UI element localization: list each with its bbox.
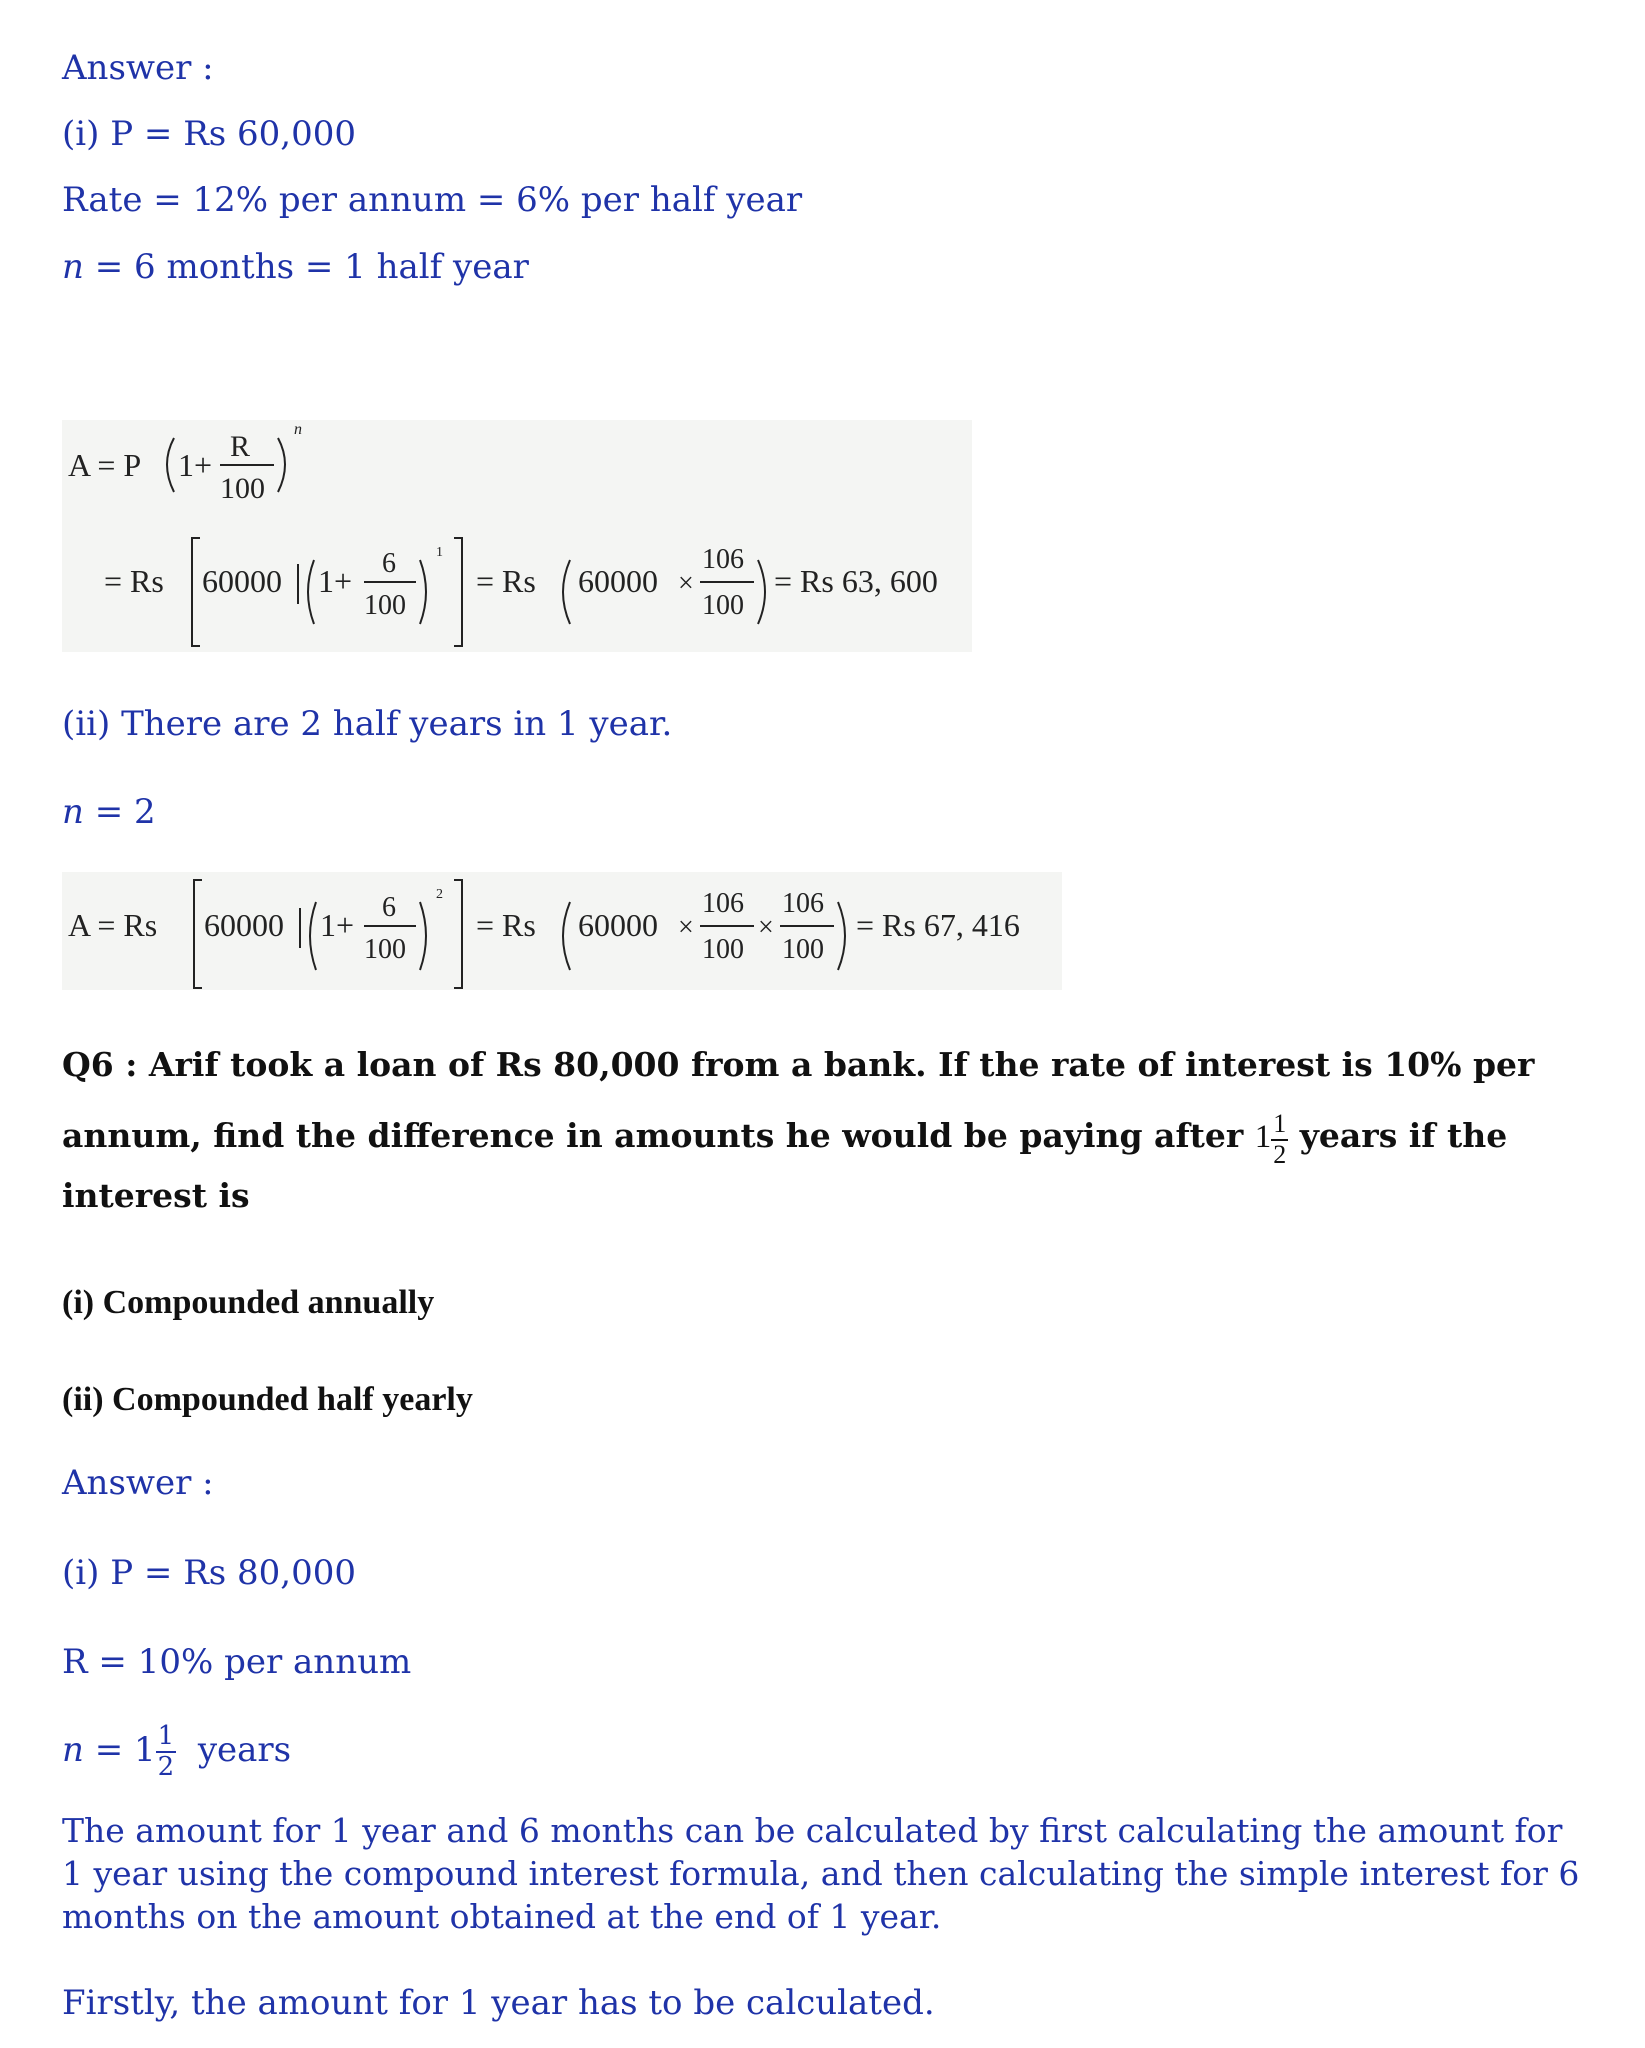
fraction-denominator: 100: [220, 472, 265, 505]
right-paren: [838, 902, 845, 970]
firstly-line: Firstly, the amount for 1 year has to be calculated.: [62, 1983, 935, 2023]
answer-label: Answer :: [62, 48, 214, 88]
principal-60000: 60000: [578, 907, 658, 943]
n-line-3: [62, 1710, 291, 1790]
answer-label-2: Answer :: [62, 1463, 214, 1503]
compound-formula-2-svg: [62, 872, 1062, 990]
n-value: = 2: [83, 792, 156, 832]
exponent-n: n: [294, 421, 302, 438]
right-bracket: [454, 880, 462, 988]
n-line: [62, 247, 529, 287]
right-paren: [758, 560, 765, 624]
fraction-denominator: 100: [782, 934, 824, 965]
fraction-denominator: 100: [364, 590, 406, 621]
q6-line-3: interest is: [62, 1176, 250, 1215]
n-variable: n: [62, 792, 84, 832]
compound-formula-2-image: [62, 872, 1062, 990]
n-variable: n: [62, 1730, 84, 1770]
mixed-denominator: 2: [1273, 1139, 1287, 1169]
times-sign: ×: [678, 568, 694, 599]
principal-60000: 60000: [202, 563, 282, 599]
n-line-2: [62, 792, 156, 832]
option-compounded-half-yearly: (ii) Compounded half yearly: [62, 1381, 473, 1418]
fraction-numerator-106: 106: [782, 888, 824, 919]
n-value: = 6 months = 1 half year: [83, 247, 529, 287]
n-denominator: 2: [157, 1752, 175, 1782]
equals-rs: = Rs: [476, 907, 536, 943]
principal-60000: 60000: [578, 563, 658, 599]
equals-rs-2: = Rs: [476, 563, 536, 599]
times-sign: ×: [758, 912, 774, 943]
n-unit: years: [197, 1730, 292, 1770]
mixed-fraction: [1271, 1110, 1288, 1169]
fraction-denominator: 100: [702, 934, 744, 965]
n-fraction: [156, 1722, 177, 1781]
one-plus: 1+: [320, 907, 355, 943]
right-paren: [278, 438, 285, 492]
n-variable: n: [62, 247, 84, 287]
q6-line-1: Q6 : Arif took a loan of Rs 80,000 from a bank. If the rate of interest is 10% per: [62, 1045, 1535, 1084]
mixed-whole: 1: [1254, 1119, 1272, 1156]
fraction-denominator: 100: [364, 934, 406, 965]
rate-line-2: R = 10% per annum: [62, 1642, 412, 1682]
principal-60000: 60000: [204, 907, 284, 943]
fraction-numerator-106: 106: [702, 888, 744, 919]
explanation-paragraph: The amount for 1 year and 6 months can be calculated by first calculating the amount for 1 year using the compound interest formula, and then calculating the simple interest for 6 months on the amount obtained at the end of 1 year.: [62, 1811, 1580, 1936]
one-plus: 1+: [318, 563, 353, 599]
fraction-numerator-r: R: [230, 430, 251, 463]
equals-rs-1: = Rs: [104, 563, 164, 599]
left-paren: [563, 560, 570, 624]
left-bracket: [194, 880, 202, 988]
half-years-statement: (ii) There are 2 half years in 1 year.: [62, 704, 673, 744]
principal-line: (i) P = Rs 60,000: [62, 114, 357, 154]
left-paren: [310, 902, 316, 970]
fraction-numerator-106: 106: [702, 544, 744, 575]
q6-line-2-post: years if the: [1288, 1116, 1508, 1156]
option-compounded-annually: (i) Compounded annually: [62, 1284, 435, 1321]
mixed-number: [1254, 1109, 1289, 1169]
fraction-numerator-six: 6: [382, 892, 396, 923]
left-paren: [308, 560, 314, 624]
fraction-denominator: 100: [702, 590, 744, 621]
n-numerator: 1: [157, 1721, 175, 1752]
compound-formula-svg: [62, 420, 972, 652]
q6-line-2-pre: annum, find the difference in amounts he would be paying after: [62, 1116, 1255, 1156]
left-paren: [563, 902, 570, 970]
n-equals-whole: = 1: [83, 1730, 156, 1770]
mixed-numerator: 1: [1271, 1110, 1288, 1141]
q6-line-2: [62, 1110, 1507, 1169]
exponent-1: 1: [436, 545, 443, 560]
right-paren: [420, 902, 426, 970]
exponent-2: 2: [436, 887, 443, 902]
times-sign: ×: [678, 912, 694, 943]
compound-formula-image: [62, 420, 972, 652]
a-equals-rs: A = Rs: [68, 907, 158, 943]
one-plus: 1+: [178, 447, 213, 483]
right-paren: [420, 560, 426, 624]
rate-line: Rate = 12% per annum = 6% per half year: [62, 180, 803, 220]
result-67416: = Rs 67, 416: [856, 907, 1020, 943]
a-equals-p: A = P: [68, 447, 142, 483]
result-63600: = Rs 63, 600: [774, 563, 938, 599]
left-bracket: [192, 538, 200, 646]
principal-line-2: (i) P = Rs 80,000: [62, 1553, 357, 1593]
left-paren: [167, 438, 174, 492]
right-bracket: [454, 538, 462, 646]
fraction-numerator-six: 6: [382, 548, 396, 579]
